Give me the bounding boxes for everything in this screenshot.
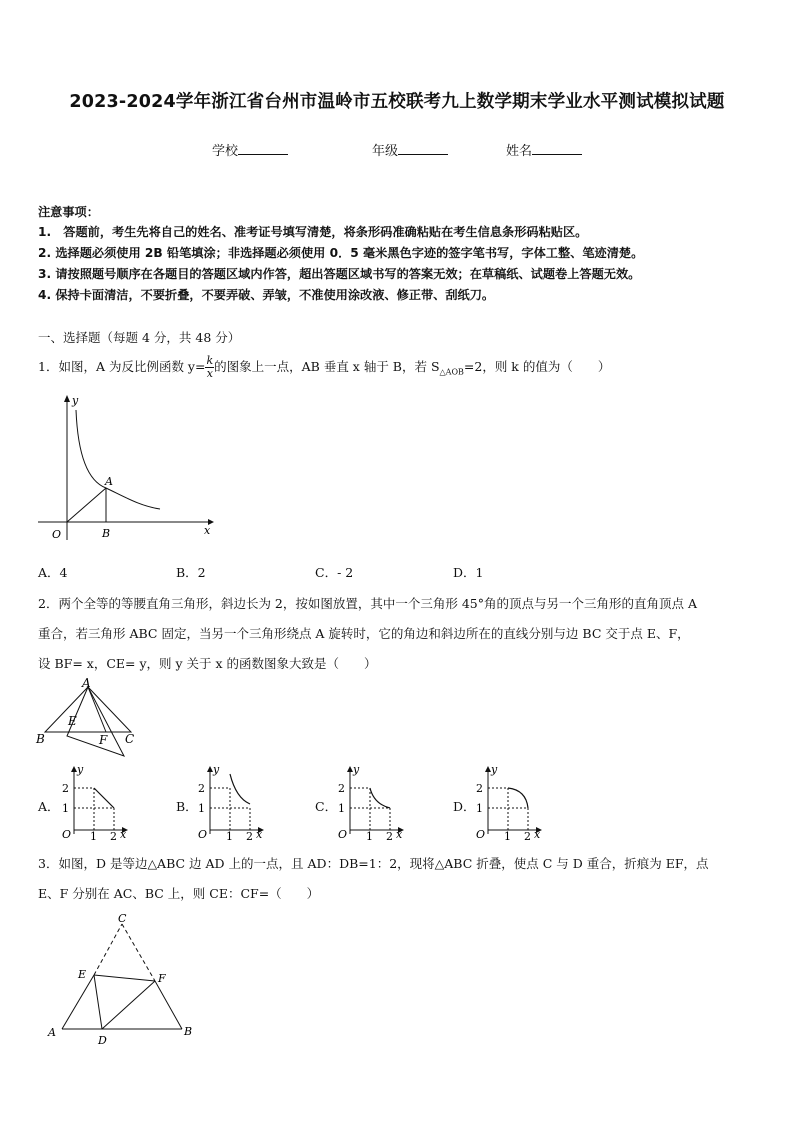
tick-label: 1 bbox=[476, 802, 483, 815]
q1-label-x: x bbox=[204, 524, 211, 537]
q3-fold-EF bbox=[94, 975, 155, 981]
q2-a-curve bbox=[94, 788, 114, 808]
q2-option-a-graph[interactable] bbox=[58, 764, 130, 840]
tick-label: 1 bbox=[62, 802, 69, 815]
q1-frac-den: x bbox=[206, 367, 213, 380]
q3-label-C: C bbox=[118, 912, 127, 925]
axis-x-label: x bbox=[256, 828, 263, 840]
tick-label: 2 bbox=[524, 830, 531, 840]
tick-label: 1 bbox=[504, 830, 511, 840]
school-blank[interactable] bbox=[238, 142, 288, 155]
tick-label: 2 bbox=[198, 782, 205, 795]
q2-option-b-label[interactable]: B． bbox=[176, 799, 198, 814]
q2-option-c-label[interactable]: C． bbox=[315, 799, 338, 814]
q3-side-FB bbox=[155, 981, 182, 1029]
notes-heading: 注意事项： bbox=[38, 205, 99, 219]
note-item: 4. 保持卡面清洁，不要折叠，不要弄破、弄皱，不准使用涂改液、修正带、刮纸刀。 bbox=[38, 288, 495, 302]
school-field bbox=[212, 140, 288, 159]
q2-line-2: 重合，若三角形 ABC 固定，当另一个三角形绕点 A 旋转时，它的角边和斜边所在的直线分别与边 BC 交于点 E、F， bbox=[38, 626, 690, 641]
tick-label: 2 bbox=[476, 782, 483, 795]
q2-d-curve bbox=[508, 788, 528, 808]
q2-figure bbox=[32, 676, 142, 762]
tick-label: 2 bbox=[246, 830, 253, 840]
q2-option-c-graph[interactable] bbox=[334, 764, 406, 840]
grade-blank[interactable] bbox=[398, 142, 448, 155]
q1-suffix: =2，则 k 的值为（ ） bbox=[463, 359, 611, 374]
q2-b-curve bbox=[230, 774, 250, 804]
grade-label: 年级 bbox=[372, 144, 399, 159]
q3-label-D: D bbox=[98, 1034, 107, 1047]
q3-label-E: E bbox=[78, 968, 87, 981]
q1-label-O: O bbox=[52, 528, 62, 541]
q3-segment-ED bbox=[94, 975, 102, 1029]
axis-x-label: x bbox=[396, 828, 403, 840]
q1-option-c[interactable]: C．- 2 bbox=[315, 565, 354, 580]
q1-label-B: B bbox=[102, 527, 111, 540]
tick-label: 1 bbox=[366, 830, 373, 840]
q2-label-B: B bbox=[36, 732, 45, 746]
axis-y-label: y bbox=[213, 764, 220, 776]
tick-label: 2 bbox=[110, 830, 117, 840]
q2-option-d-label[interactable]: D． bbox=[453, 799, 476, 814]
tick-label: 2 bbox=[386, 830, 393, 840]
q1-option-a[interactable]: A．4 bbox=[38, 565, 68, 580]
q1-stem bbox=[38, 352, 610, 388]
page-title: 2023-2024学年浙江省台州市温岭市五校联考九上数学期末学业水平测试模拟试题 bbox=[69, 92, 725, 112]
section-heading: 一、选择题（每题 4 分，共 48 分） bbox=[38, 330, 241, 345]
axis-y-label: y bbox=[491, 764, 498, 776]
name-label: 姓名 bbox=[506, 144, 533, 159]
q3-label-F: F bbox=[158, 972, 166, 985]
note-item: 1. 答题前，考生先将自己的姓名、准考证号填写清楚，将条形码准确粘贴在考生信息条形码粘贴区。 bbox=[38, 225, 588, 239]
q2-line-1: 2．两个全等的等腰直角三角形，斜边长为 2，按如图放置，其中一个三角形 45°角的顶点与另一个三角形的直角顶点 A bbox=[38, 596, 698, 611]
origin-label: O bbox=[198, 828, 208, 840]
q1-option-d[interactable]: D．1 bbox=[453, 565, 484, 580]
q3-segment-FD bbox=[102, 981, 155, 1029]
origin-label: O bbox=[476, 828, 486, 840]
q1-prefix: 1．如图，A 为反比例函数 y= bbox=[38, 359, 206, 374]
q2-option-b-graph[interactable] bbox=[194, 764, 266, 840]
q2-c-curve bbox=[370, 788, 390, 808]
name-field bbox=[506, 140, 582, 159]
q2-option-d-graph[interactable] bbox=[472, 764, 544, 840]
origin-label: O bbox=[62, 828, 72, 840]
axis-y-label: y bbox=[77, 764, 84, 776]
q3-line-2: E、F 分别在 AC、BC 上，则 CE：CF=（ ） bbox=[38, 886, 320, 901]
q1-figure bbox=[30, 390, 220, 550]
q3-side-CF-dashed bbox=[122, 924, 155, 981]
q1-segment-OA bbox=[67, 488, 106, 522]
tick-label: 2 bbox=[62, 782, 69, 795]
note-item: 3. 请按照题号顺序在各题目的答题区域内作答，超出答题区域书写的答案无效；在草稿纸、试题卷上答题无效。 bbox=[38, 267, 641, 281]
q2-label-F: F bbox=[99, 733, 108, 747]
tick-label: 1 bbox=[198, 802, 205, 815]
q2-label-E: E bbox=[68, 714, 77, 728]
tick-label: 1 bbox=[90, 830, 97, 840]
q3-figure bbox=[40, 908, 210, 1050]
axis-x-label: x bbox=[120, 828, 127, 840]
grade-field bbox=[372, 140, 448, 159]
q1-hyperbola bbox=[76, 410, 160, 509]
q1-sub: △AOB bbox=[439, 367, 464, 377]
axis-x-label: x bbox=[534, 828, 541, 840]
q2-triangle-abc bbox=[45, 687, 131, 732]
q3-side-AE bbox=[62, 975, 94, 1029]
q1-option-b[interactable]: B．2 bbox=[176, 565, 206, 580]
q1-label-y: y bbox=[72, 394, 79, 407]
tick-label: 2 bbox=[338, 782, 345, 795]
q1-mid: 的图象上一点，AB 垂直 x 轴于 B，若 S bbox=[214, 359, 440, 374]
note-item: 2. 选择题必须使用 2B 铅笔填涂；非选择题必须使用 0．5 毫米黑色字迹的签字笔书写，字体工整、笔迹清楚。 bbox=[38, 246, 644, 260]
school-label: 学校 bbox=[212, 144, 239, 159]
tick-label: 1 bbox=[338, 802, 345, 815]
q3-label-A: A bbox=[48, 1026, 56, 1039]
q1-frac-num: k bbox=[206, 354, 214, 367]
q3-line-1: 3．如图，D 是等边△ABC 边 AD 上的一点，且 AD：DB=1：2，现将△ABC 折叠，使点 C 与 D 重合，折痕为 EF，点 bbox=[38, 856, 709, 871]
q2-line-3: 设 BF= x，CE= y，则 y 关于 x 的函数图象大致是（ ） bbox=[38, 656, 377, 671]
axis-y-label: y bbox=[353, 764, 360, 776]
q3-label-B: B bbox=[184, 1025, 193, 1038]
tick-label: 1 bbox=[226, 830, 233, 840]
q1-fraction bbox=[205, 355, 214, 380]
name-blank[interactable] bbox=[532, 142, 582, 155]
origin-label: O bbox=[338, 828, 348, 840]
q2-option-a-label[interactable]: A． bbox=[38, 799, 60, 814]
q2-label-C: C bbox=[125, 732, 135, 746]
q3-side-EC-dashed bbox=[94, 924, 122, 975]
q2-label-A: A bbox=[82, 676, 91, 690]
q1-label-A: A bbox=[105, 475, 113, 488]
